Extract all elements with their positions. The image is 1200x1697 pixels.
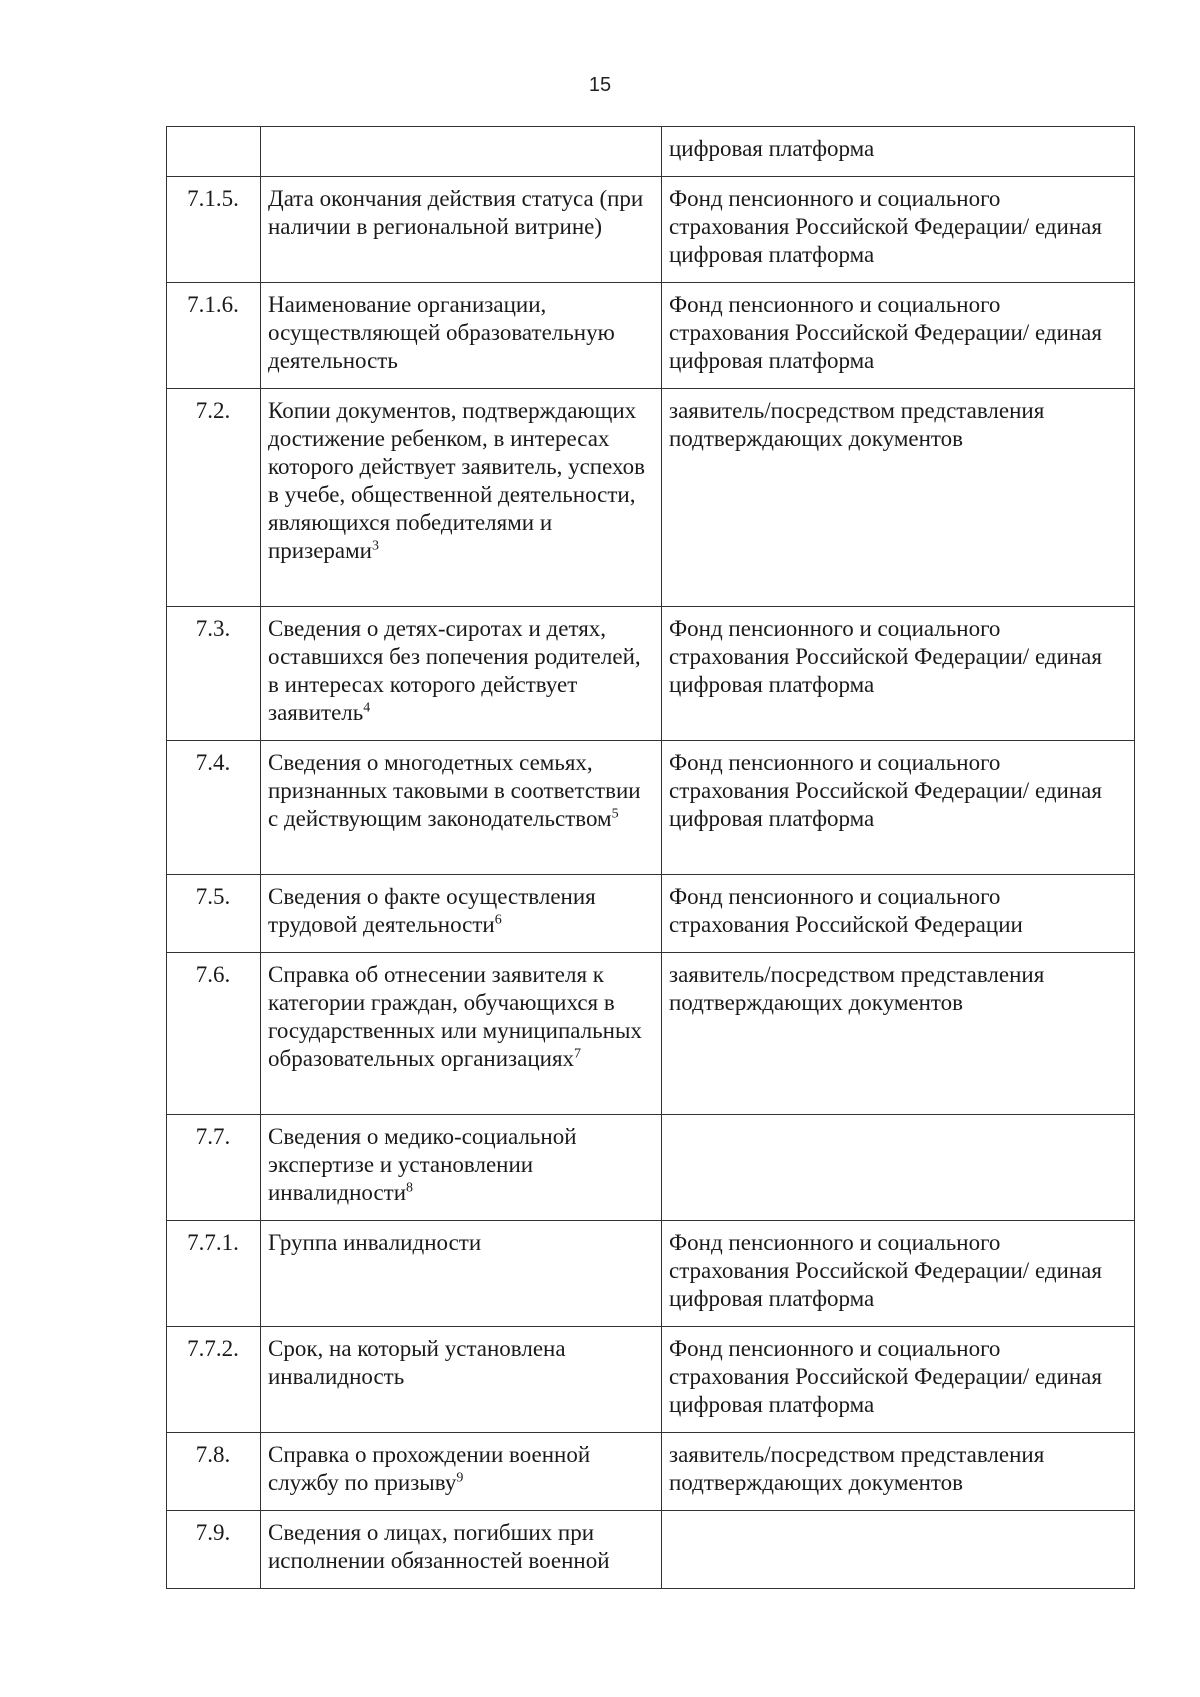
row-number: 7.4.	[167, 741, 261, 875]
page-number: 15	[588, 74, 612, 96]
row-description-text: Сведения о медико-социальной экспертизе и установлении инвалидности	[268, 1124, 577, 1205]
row-description-text: Справка о прохождении военной службу по призыву	[268, 1442, 591, 1495]
row-description-text: Срок, на который установлена инвалидность	[268, 1336, 566, 1389]
row-source	[662, 1115, 1135, 1221]
footnote-ref[interactable]: 3	[371, 538, 379, 554]
row-description	[261, 741, 662, 875]
row-source: Фонд пенсионного и социального страхования Российской Федерации	[662, 875, 1135, 953]
row-number: 7.2.	[167, 389, 261, 607]
row-description	[261, 1115, 662, 1221]
row-description	[261, 1433, 662, 1511]
row-description	[261, 127, 662, 177]
row-source: Фонд пенсионного и социального страхования Российской Федерации/ единая цифровая платформа	[662, 741, 1135, 875]
row-source	[662, 1511, 1135, 1589]
footnote-ref[interactable]: 5	[611, 806, 619, 822]
row-number: 7.6.	[167, 953, 261, 1115]
row-description	[261, 1327, 662, 1433]
row-source: цифровая платформа	[662, 127, 1135, 177]
table-row	[167, 1115, 1135, 1221]
row-source: Фонд пенсионного и социального страхования Российской Федерации/ единая цифровая платформа	[662, 1221, 1135, 1327]
row-source: Фонд пенсионного и социального страхования Российской Федерации/ единая цифровая платформа	[662, 1327, 1135, 1433]
row-description-text: Сведения о лицах, погибших при исполнении обязанностей военной	[268, 1520, 610, 1573]
row-number: 7.1.5.	[167, 177, 261, 283]
row-description	[261, 1511, 662, 1589]
row-description-text: Наименование организации, осуществляющей образовательную деятельность	[268, 292, 615, 373]
row-description	[261, 953, 662, 1115]
row-number: 7.7.1.	[167, 1221, 261, 1327]
row-description-text: Справка об отнесении заявителя к категории граждан, обучающихся в государственных или муниципальных образовательных организациях	[268, 962, 642, 1071]
document-table	[166, 126, 1135, 1589]
row-description	[261, 177, 662, 283]
table-row	[167, 177, 1135, 283]
row-description	[261, 1221, 662, 1327]
row-number: 7.8.	[167, 1433, 261, 1511]
row-description	[261, 283, 662, 389]
row-number	[167, 127, 261, 177]
footnote-ref[interactable]: 7	[574, 1046, 582, 1062]
table-row	[167, 1221, 1135, 1327]
row-number: 7.5.	[167, 875, 261, 953]
table-row	[167, 1511, 1135, 1589]
row-number: 7.7.	[167, 1115, 261, 1221]
row-description-text: Дата окончания действия статуса (при наличии в региональной витрине)	[268, 186, 644, 239]
row-description	[261, 389, 662, 607]
table-row	[167, 389, 1135, 607]
row-description-text: Группа инвалидности	[268, 1230, 482, 1255]
row-number: 7.7.2.	[167, 1327, 261, 1433]
table-row	[167, 607, 1135, 741]
row-description-text: Сведения о детях-сиротах и детях, оставшихся без попечения родителей, в интересах которого действует заявитель	[268, 616, 641, 725]
row-description	[261, 607, 662, 741]
table-row	[167, 875, 1135, 953]
footnote-ref[interactable]: 4	[363, 700, 371, 716]
row-description-text: Сведения о факте осуществления трудовой деятельности	[268, 884, 596, 937]
row-description-text: Копии документов, подтверждающих достижение ребенком, в интересах которого действует заявитель, успехов в учебе, общественной деятельности, являющихся победителями и призерами	[268, 398, 645, 563]
table-row	[167, 283, 1135, 389]
table-row	[167, 1327, 1135, 1433]
row-number: 7.3.	[167, 607, 261, 741]
row-source: заявитель/посредством представления подтверждающих документов	[662, 389, 1135, 607]
row-source: Фонд пенсионного и социального страхования Российской Федерации/ единая цифровая платформа	[662, 607, 1135, 741]
row-source: заявитель/посредством представления подтверждающих документов	[662, 953, 1135, 1115]
footnote-ref[interactable]: 6	[494, 912, 502, 928]
table-row	[167, 1433, 1135, 1511]
footnote-ref[interactable]: 9	[456, 1470, 464, 1486]
row-number: 7.9.	[167, 1511, 261, 1589]
row-source: Фонд пенсионного и социального страхования Российской Федерации/ единая цифровая платформа	[662, 177, 1135, 283]
table-row	[167, 953, 1135, 1115]
row-description	[261, 875, 662, 953]
row-number: 7.1.6.	[167, 283, 261, 389]
row-source: Фонд пенсионного и социального страхования Российской Федерации/ единая цифровая платформа	[662, 283, 1135, 389]
footnote-ref[interactable]: 8	[406, 1180, 414, 1196]
row-source: заявитель/посредством представления подтверждающих документов	[662, 1433, 1135, 1511]
table-row	[167, 127, 1135, 177]
row-description-text: Сведения о многодетных семьях, признанных таковыми в соответствии с действующим законодательством	[268, 750, 641, 831]
table-row	[167, 741, 1135, 875]
